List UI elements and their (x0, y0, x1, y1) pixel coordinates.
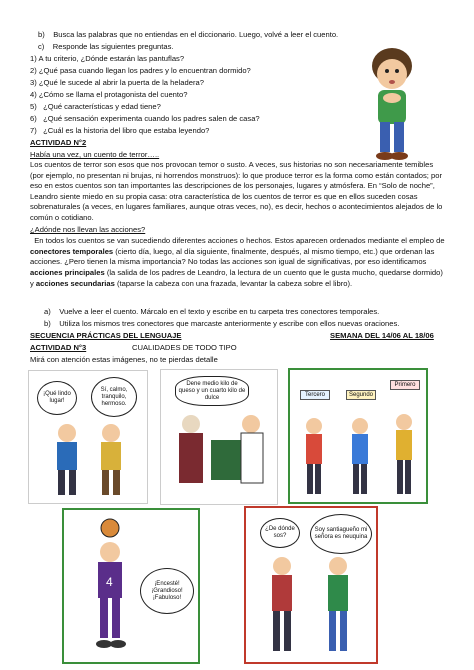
comic-2-bubble: Dene medio kilo de queso y un cuarto kilo de dulce (175, 376, 249, 406)
actividad-3-title: ACTIVIDAD N°3 (30, 343, 87, 352)
comic-3-characters (294, 408, 424, 502)
question-4: 4) ¿Cómo se llama el protagonista del cuento? (30, 90, 188, 99)
comic-panel-3 (288, 368, 428, 504)
comic-5-bubble-2: Soy santiagueño mi señora es neuquina (310, 514, 372, 554)
comic-panel-1 (28, 370, 148, 504)
actividad-2-question: ¿Adónde nos llevan las acciones? (30, 225, 146, 234)
svg-text:4: 4 (106, 575, 113, 589)
comic-4-basketball-player (70, 516, 190, 660)
question-6: 6) ¿Qué sensación experimenta cuando los padres salen de casa? (30, 114, 260, 123)
comic-5-characters (252, 554, 372, 662)
comic-4-bubble: ¡Encesté! ¡Grandioso! ¡Fabuloso! (140, 568, 194, 614)
question-7: 7) ¿Cuál es la historia del libro que estaba leyendo? (30, 126, 210, 135)
question-5: 5) ¿Qué características y edad tiene? (30, 102, 161, 111)
comic-1-bubble-1: ¡Qué lindo lugar! (37, 381, 77, 415)
actividad-2-paragraph-1: Los cuentos de terror son esos que nos provocan temor o susto. A veces, sus historias no son necesariamente temibles (por ejemplo, no presentan ni brujas, ni horrendos monstruos): lo que produce terror es la forma como están contados; por eso en estos cuentos son tan importantes las descripciones de los personajes, lugares y atmósfera. En “Solo de noche”, Leandro siente miedo en su propia casa: otra característica de los cuentos de terror es que en ellos suceden cosas sobrenaturales (a veces, en lugares familiares, aunque otras veces, no), es decir, hechos o acontecimientos alejados de lo común o cotidiano. (30, 160, 443, 222)
comic-3-sign-2: Segundo (346, 390, 376, 400)
comic-panel-4 (62, 508, 200, 664)
comic-1-bubble-2: Sí, calmo, tranquilo, hermoso. (91, 377, 137, 417)
actividad-2-item-a: a) Vuelve a leer el cuento. Márcalo en el texto y escribe en tu carpeta tres conectores temporales. (44, 307, 380, 316)
question-1: 1) A tu criterio, ¿Dónde estarán las pantuflas? (30, 54, 185, 63)
secuencia-title: SECUENCIA PRÁCTICAS DEL LENGUAJE (30, 331, 182, 340)
comic-panel-2 (160, 369, 278, 505)
comic-panel-5 (244, 506, 378, 664)
question-c: c) Responde las siguientes preguntas. (38, 42, 174, 51)
question-b: b) Busca las palabras que no entiendas en el diccionario. Luego, volvé a leer el cuento. (38, 30, 339, 39)
comic-3-sign-1: Primero (390, 380, 420, 390)
question-3: 3) ¿Qué le sucede al abrir la puerta de la heladera? (30, 78, 204, 87)
actividad-2-item-b: b) Utiliza los mismos tres conectores que marcaste anteriormente y escribe con ellos nuevas oraciones. (44, 319, 400, 328)
comic-3-sign-3: Tercero (300, 390, 330, 400)
semana-label: SEMANA DEL 14/06 AL 18/06 (330, 331, 434, 340)
actividad-3-subtitle: CUALIDADES DE TODO TIPO (132, 343, 237, 352)
worried-boy-illustration (362, 40, 422, 168)
comic-2-characters (167, 410, 271, 502)
actividad-3-instruction: Mirá con atención estas imágenes, no te pierdas detalle (30, 355, 218, 364)
actividad-2-subtitle: Había una vez, un cuento de terror….. (30, 150, 160, 159)
comic-5-bubble-1: ¿De dónde sos? (260, 518, 300, 548)
comic-1-characters (39, 421, 139, 501)
actividad-2-title: ACTIVIDAD N°2 (30, 138, 87, 147)
question-2: 2) ¿Qué pasa cuando llegan los padres y lo encuentran dormido? (30, 66, 251, 75)
actividad-2-paragraph-2: En todos los cuentos se van sucediendo diferentes acciones o hechos. Estos aparecen ordenados mediante el empleo de conectores temporales (cierto día, luego, al día siguiente, finalmente, después, al mismo tiempo, etc.) que ordenan las acciones. ¿Pero tienen la misma importancia? No todas las acciones son igual de significativas, por eso identificamos acciones principales (la salida de los padres de Leandro, la lectura de un cuento que le gusta mucho, quedarse dormido) y acciones secundarias (taparse la cabeza con una frazada, levantar la cabeza sobre el libro). (30, 236, 445, 288)
